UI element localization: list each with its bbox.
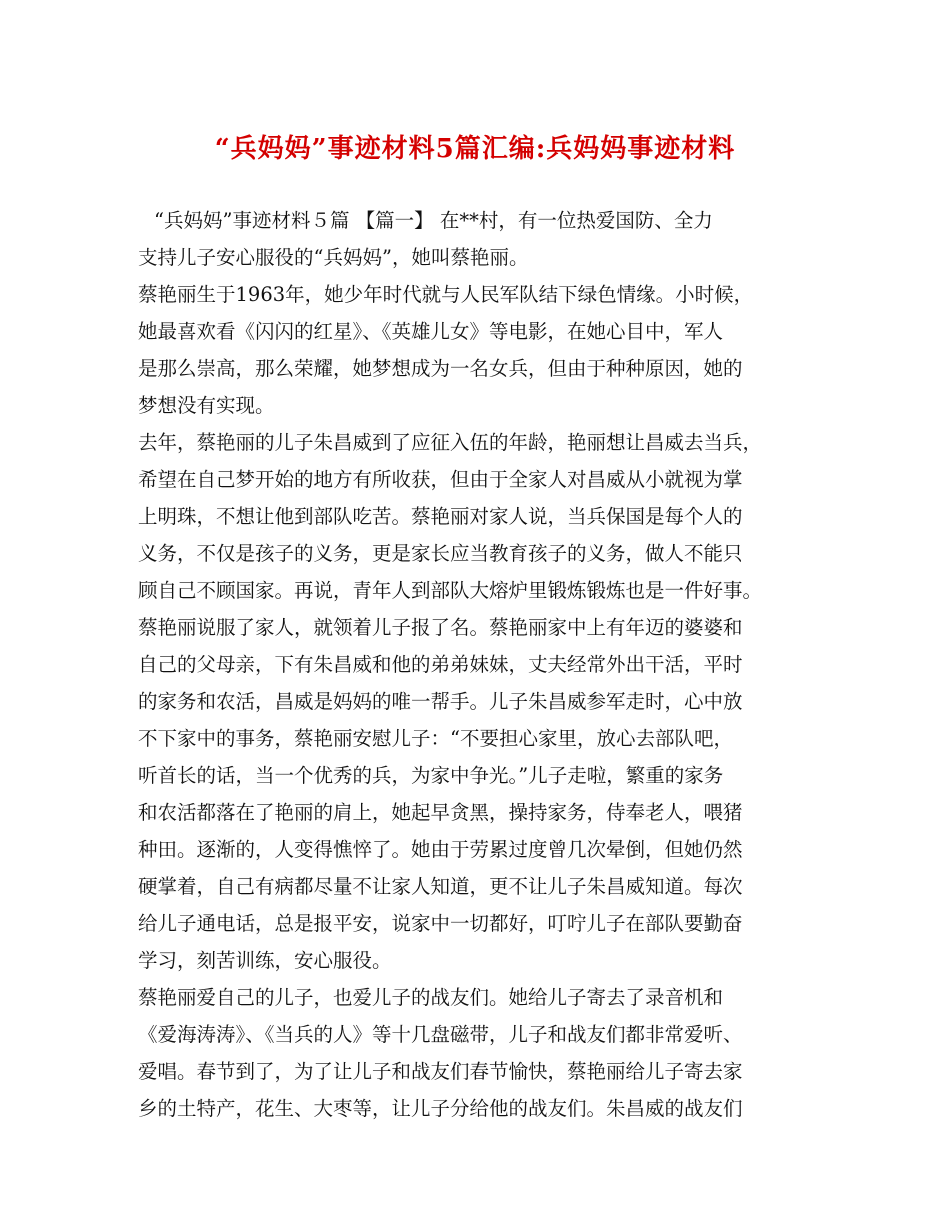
- text-line: 的家务和农活，昌威是妈妈的唯一帮手。儿子朱昌威参军走时，心中放: [138, 690, 743, 713]
- text-line: 给儿子通电话，总是报平安，说家中一切都好，叮咛儿子在部队要勤奋: [138, 912, 743, 935]
- text-line: 听首长的话，当一个优秀的兵，为家中争光。”儿子走啦，繁重的家务: [138, 764, 724, 787]
- text-line: 梦想没有实现。: [138, 394, 275, 417]
- text-line: 和农活都落在了艳丽的肩上，她起早贪黑，操持家务，侍奉老人，喂猪: [138, 801, 743, 824]
- text-line: 种田。逐渐的，人变得憔悴了。她由于劳累过度曾几次晕倒，但她仍然: [138, 838, 743, 861]
- text-line: 不下家中的事务，蔡艳丽安慰儿子：“不要担心家里，放心去部队吧，: [138, 727, 733, 750]
- text-line: 希望在自己梦开始的地方有所收获，但由于全家人对昌威从小就视为掌: [138, 468, 743, 491]
- text-line: 是那么崇高，那么荣耀，她梦想成为一名女兵，但由于种种原因，她的: [138, 357, 743, 380]
- text-line: 硬掌着，自己有病都尽量不让家人知道，更不让儿子朱昌威知道。每次: [138, 875, 743, 898]
- text-line: 她最喜欢看《闪闪的红星》、《英雄儿女》等电影，在她心目中，军人: [138, 320, 724, 343]
- text-line: “兵妈妈”事迹材料５篇 【篇一】 在**村，有一位热爱国防、全力: [154, 209, 713, 232]
- text-line: 上明珠，不想让他到部队吃苦。蔡艳丽对家人说，当兵保国是每个人的: [138, 505, 743, 528]
- text-line: 去年，蔡艳丽的儿子朱昌威到了应征入伍的年龄，艳丽想让昌威去当兵，: [138, 431, 763, 454]
- text-line: 义务，不仅是孩子的义务，更是家长应当教育孩子的义务，做人不能只: [138, 542, 743, 565]
- document-title: “兵妈妈”事迹材料5篇汇编:兵妈妈事迹材料: [214, 134, 736, 164]
- text-line: 蔡艳丽生于1963年，她少年时代就与人民军队结下绿色情缘。小时候，: [138, 283, 754, 306]
- text-line: 乡的土特产，花生、大枣等，让儿子分给他的战友们。朱昌威的战友们: [138, 1097, 743, 1120]
- text-line: 自己的父母亲，下有朱昌威和他的弟弟妹妹，丈夫经常外出干活，平时: [138, 653, 743, 676]
- text-line: 顾自己不顾国家。再说，青年人到部队大熔炉里锻炼锻炼也是一件好事。: [138, 579, 763, 602]
- text-line: 支持儿子安心服役的“兵妈妈”，她叫蔡艳丽。: [138, 246, 529, 269]
- text-line: 蔡艳丽爱自己的儿子，也爱儿子的战友们。她给儿子寄去了录音机和: [138, 986, 724, 1009]
- text-line: 爱唱。春节到了，为了让儿子和战友们春节愉快，蔡艳丽给儿子寄去家: [138, 1060, 743, 1083]
- text-line: 学习，刻苦训练，安心服役。: [138, 949, 392, 972]
- document-body: [138, 202, 818, 1127]
- text-line: 蔡艳丽说服了家人，就领着儿子报了名。蔡艳丽家中上有年迈的婆婆和: [138, 616, 743, 639]
- text-line: 《爱海涛涛》、《当兵的人》等十几盘磁带，儿子和战友们都非常爱听、: [138, 1023, 743, 1046]
